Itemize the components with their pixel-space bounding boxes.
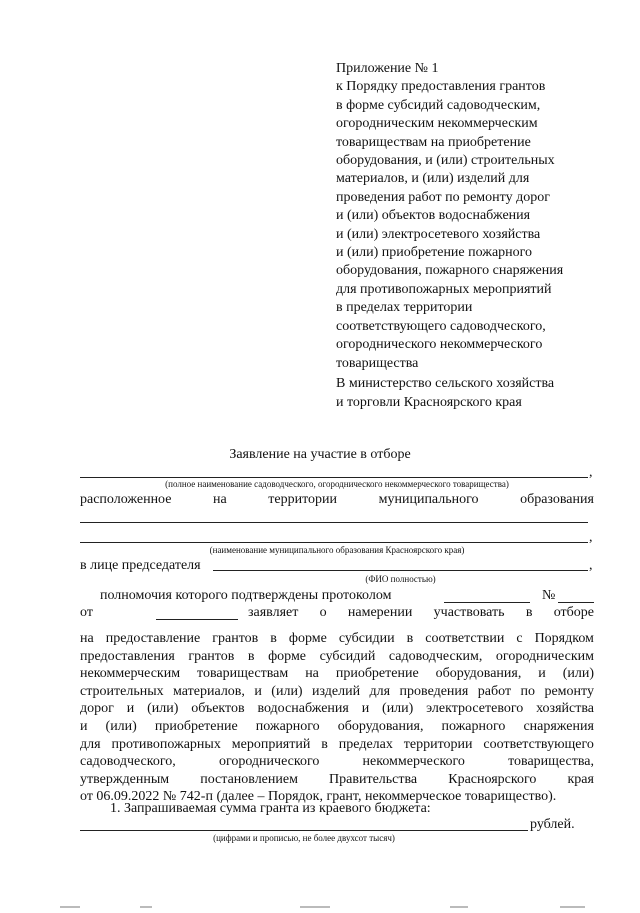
- paragraph-word: для: [80, 736, 101, 752]
- paragraph-word: и: [361, 701, 370, 717]
- paragraph-word: противопожарных: [111, 736, 221, 752]
- paragraph-word: на: [80, 631, 94, 646]
- paragraph-word: субсидий: [319, 648, 376, 664]
- paragraph-word: грантов: [188, 648, 235, 664]
- application-paragraph: [80, 630, 594, 806]
- appendix-line: и (или) объектов водоснабжения: [336, 208, 531, 224]
- paragraph-word: строительных: [80, 683, 164, 699]
- municipality-line-2[interactable]: [80, 542, 588, 543]
- comma-mark: ,: [589, 530, 593, 545]
- appendix-line: для противопожарных мероприятий: [336, 281, 552, 297]
- appendix-line: оборудования, пожарного снаряжения: [336, 263, 564, 279]
- located-word: муниципального: [378, 492, 479, 507]
- paragraph-line: [80, 648, 594, 666]
- paragraph-word: водоснабжения: [257, 701, 349, 717]
- appendix-line: товариществам на приобретение: [336, 134, 531, 150]
- declares-words: [248, 604, 594, 622]
- located-word: расположенное: [80, 492, 172, 507]
- paragraph-word: электросетевого: [426, 701, 524, 717]
- paragraph-word: Порядком: [534, 631, 594, 646]
- paragraph-word: в: [406, 631, 414, 646]
- item-1-text: 1. Запрашиваемая сумма гранта из краевого бюджета:: [110, 801, 431, 816]
- paragraph-word: края: [567, 771, 594, 787]
- protocol-number-field[interactable]: [558, 590, 594, 603]
- paragraph-word: пределах: [338, 736, 393, 752]
- appendix-line: огороднического некоммерческого: [336, 337, 543, 353]
- paragraph-word: и: [126, 701, 135, 717]
- appendix-line: к Порядку предоставления грантов: [336, 79, 546, 95]
- paragraph-word: и: [80, 718, 88, 734]
- represented-label: в лице председателя: [80, 558, 201, 573]
- partnership-name-line[interactable]: [80, 477, 588, 478]
- located-word: территории: [268, 492, 338, 507]
- paragraph-word: некоммерческого: [362, 754, 465, 770]
- paragraph-word: работ: [477, 683, 512, 699]
- paragraph-word: Правительства: [329, 771, 418, 787]
- number-sign: №: [542, 588, 556, 603]
- paragraph-line: [80, 753, 594, 771]
- paragraph-word: предоставление: [105, 631, 201, 646]
- paragraph-word: объектов: [191, 701, 245, 717]
- paragraph-word: (или): [562, 666, 594, 682]
- paragraph-word: садоводческим,: [388, 648, 483, 664]
- located-word: образования: [520, 492, 594, 507]
- paragraph-word: мероприятий: [231, 736, 311, 752]
- paragraph-word: и: [538, 666, 546, 682]
- appendix-line: проведения работ по ремонту дорог: [336, 189, 550, 205]
- paragraph-line: [80, 718, 594, 736]
- located-line: [80, 491, 594, 509]
- paragraph-word: пожарного: [441, 718, 506, 734]
- comma-mark: ,: [589, 558, 593, 573]
- paragraph-word: в: [321, 736, 328, 752]
- paragraph-line: [80, 683, 594, 701]
- appendix-line: оборудования, и (или) строительных: [336, 153, 555, 169]
- rubles-row: [530, 816, 600, 834]
- paragraph-word: хозяйства: [536, 701, 594, 717]
- paragraph-word: с: [516, 631, 523, 646]
- paragraph-word: форме: [288, 631, 327, 646]
- paragraph-word: садоводческого,: [80, 754, 176, 770]
- paragraph-word: соответствующего: [483, 736, 594, 752]
- appendix-line: Приложение № 1: [336, 61, 439, 76]
- paragraph-word: (или): [271, 683, 303, 699]
- paragraph-word: приобретение: [154, 718, 238, 734]
- paragraph-word: грантов: [212, 631, 259, 646]
- chairman-fio-line[interactable]: [213, 570, 588, 571]
- paragraph-word: форме: [268, 648, 307, 664]
- appendix-line: и (или) электросетевого хозяйства: [336, 226, 541, 242]
- paragraph-word: огородническим: [495, 648, 594, 664]
- appendix-line: материалов, и (или) изделий для: [336, 171, 530, 187]
- appendix-header: [336, 60, 596, 373]
- appendix-line: огородническим некоммерческим: [336, 116, 538, 132]
- paragraph-word: пожарного: [255, 718, 320, 734]
- paragraph-word: (или): [147, 701, 179, 717]
- paragraph-last-line: от 06.09.2022 № 742-п (далее – Порядок, грант, некоммерческое товарищество).: [80, 789, 557, 805]
- paragraph-word: утвержденным: [80, 771, 170, 787]
- declares-word: в: [525, 605, 533, 620]
- paragraph-word: для: [369, 683, 391, 699]
- paragraph-word: оборудования,: [435, 666, 522, 682]
- paragraph-word: на: [305, 666, 319, 682]
- paragraph-line: [80, 736, 594, 754]
- caption-municipality: (наименование муниципального образования Красноярского края): [209, 545, 465, 555]
- from-date-field[interactable]: [156, 607, 238, 620]
- paragraph-word: оборудования,: [337, 718, 424, 734]
- paragraph-line: [80, 700, 594, 718]
- paragraph-word: по: [520, 683, 536, 699]
- caption-amount: (цифрами и прописью, не более двухсот тысяч): [213, 833, 395, 843]
- authority-text: полномочия которого подтверждены протоколом: [100, 588, 392, 603]
- paragraph-word: снаряжения: [523, 718, 594, 734]
- paragraph-line: [80, 771, 594, 789]
- paragraph-line: [80, 630, 594, 648]
- represented-row: [80, 557, 594, 575]
- paragraph-word: в: [270, 631, 277, 646]
- rubles-label: рублей.: [530, 817, 575, 832]
- paragraph-word: постановлением: [200, 771, 298, 787]
- declares-word: отборе: [553, 605, 594, 620]
- from-label: от: [80, 605, 93, 620]
- paragraph-word: ремонту: [544, 683, 594, 699]
- paragraph-word: приобретение: [335, 666, 419, 682]
- paragraph-word: предоставления: [80, 648, 175, 664]
- scan-edge-marks: [0, 900, 640, 913]
- located-word: на: [213, 492, 227, 507]
- grant-amount-line[interactable]: [80, 830, 528, 831]
- paragraph-word: проведения: [399, 683, 469, 699]
- paragraph-word: территории: [403, 736, 473, 752]
- paragraph-word: огороднического: [218, 754, 320, 770]
- declares-word: заявляет: [248, 605, 299, 620]
- protocol-date-field[interactable]: [444, 590, 530, 603]
- paragraph-word: материалов,: [173, 683, 245, 699]
- appendix-line: товарищества: [336, 355, 419, 371]
- paragraph-word: и: [254, 683, 262, 699]
- appendix-line: и (или) приобретение пожарного: [336, 245, 533, 261]
- paragraph-word: некоммерческим: [80, 666, 181, 682]
- document-title: Заявление на участие в отборе: [229, 447, 411, 462]
- declares-word: участвовать: [433, 605, 505, 620]
- paragraph-word: субсидии: [338, 631, 395, 646]
- appendix-line: в пределах территории: [336, 300, 473, 316]
- appendix-line: в форме субсидий садоводческим,: [336, 97, 541, 113]
- paragraph-word: (или): [382, 701, 414, 717]
- paragraph-word: в: [247, 648, 255, 664]
- comma-mark: ,: [589, 465, 593, 480]
- addressee-line: В министерство сельского хозяйства: [336, 376, 555, 391]
- addressee-line: и торговли Красноярского края: [336, 394, 522, 410]
- paragraph-word: дорог: [80, 701, 114, 717]
- declares-word: о: [319, 605, 327, 620]
- declares-word: намерении: [347, 605, 413, 620]
- municipality-line-1[interactable]: [80, 522, 588, 523]
- paragraph-word: изделий: [312, 683, 361, 699]
- caption-fio: (ФИО полностью): [365, 574, 436, 584]
- paragraph-word: товариществам: [197, 666, 289, 682]
- paragraph-line: [80, 665, 594, 683]
- paragraph-word: Красноярского: [448, 771, 537, 787]
- paragraph-word: соответствии: [425, 631, 505, 646]
- paragraph-word: товарищества,: [508, 754, 594, 770]
- addressee-block: [336, 375, 606, 412]
- paragraph-word: (или): [105, 718, 137, 734]
- appendix-line: соответствующего садоводческого,: [336, 318, 546, 334]
- caption-partnership: (полное наименование садоводческого, огороднического некоммерческого товарищества): [165, 479, 509, 489]
